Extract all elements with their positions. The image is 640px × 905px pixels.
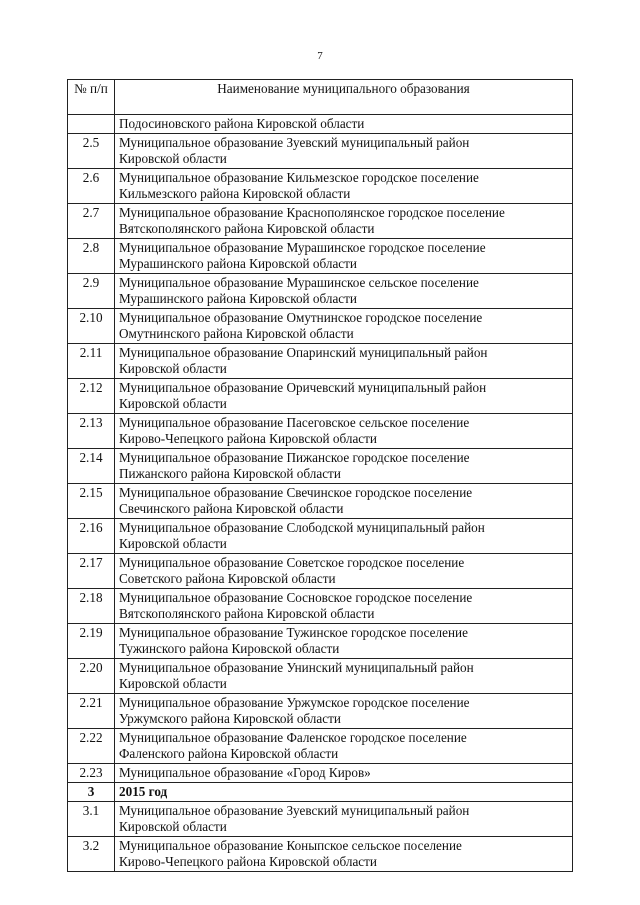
row-name <box>115 624 573 659</box>
row-name <box>115 729 573 764</box>
row-number: 2.20 <box>68 659 115 694</box>
table-row <box>68 204 573 239</box>
table-row <box>68 309 573 344</box>
header-name: Наименование муниципального образования <box>115 80 573 115</box>
row-name <box>115 169 573 204</box>
name-line: Муниципальное образование Фаленское городское поселение <box>119 730 467 745</box>
row-number: 2.6 <box>68 169 115 204</box>
name-line: Муниципальное образование Пижанское городское поселение <box>119 450 470 465</box>
table-row <box>68 764 573 783</box>
row-name <box>115 764 573 783</box>
row-name <box>115 309 573 344</box>
name-line: Муниципальное образование Слободской муниципальный район <box>119 520 485 535</box>
row-number: 2.23 <box>68 764 115 783</box>
table-row <box>68 554 573 589</box>
table-row <box>68 519 573 554</box>
row-name <box>115 134 573 169</box>
table-row <box>68 115 573 134</box>
name-line: Подосиновского района Кировской области <box>119 116 365 131</box>
row-name <box>115 449 573 484</box>
name-line: Кировской области <box>119 360 227 376</box>
name-line: Муниципальное образование Советское городское поселение <box>119 555 465 570</box>
table-row <box>68 449 573 484</box>
name-line: Муниципальное образование Зуевский муниципальный район <box>119 135 470 150</box>
name-line: Муниципальное образование «Город Киров» <box>119 765 371 780</box>
name-line: Муниципальное образование Зуевский муниципальный район <box>119 803 470 818</box>
name-line: Кирово-Чепецкого района Кировской области <box>119 853 377 869</box>
name-line: Муниципальное образование Коныпское сельское поселение <box>119 838 462 853</box>
name-line: Уржумского района Кировской области <box>119 710 341 726</box>
table-row <box>68 837 573 872</box>
row-number: 3 <box>68 783 115 802</box>
name-line: Советского района Кировской области <box>119 570 336 586</box>
name-line: Муниципальное образование Тужинское городское поселение <box>119 625 468 640</box>
name-line: Муниципальное образование Уржумское городское поселение <box>119 695 470 710</box>
row-name <box>115 204 573 239</box>
name-line: Кировской области <box>119 818 227 834</box>
name-line: Мурашинского района Кировской области <box>119 255 357 271</box>
name-line: Муниципальное образование Омутнинское городское поселение <box>119 310 483 325</box>
table-row <box>68 274 573 309</box>
row-name <box>115 344 573 379</box>
table-row <box>68 589 573 624</box>
row-number: 2.11 <box>68 344 115 379</box>
row-name <box>115 274 573 309</box>
row-number: 2.19 <box>68 624 115 659</box>
table-row <box>68 414 573 449</box>
row-name <box>115 554 573 589</box>
page-number: 7 <box>317 50 323 62</box>
table-row <box>68 484 573 519</box>
row-number: 2.7 <box>68 204 115 239</box>
municipalities-table <box>67 79 573 872</box>
table-row <box>68 659 573 694</box>
name-line: Муниципальное образование Мурашинское городское поселение <box>119 240 486 255</box>
name-line: Вятскополянского района Кировской области <box>119 605 375 621</box>
row-number: 2.14 <box>68 449 115 484</box>
row-number: 2.12 <box>68 379 115 414</box>
name-line: Муниципальное образование Свечинское городское поселение <box>119 485 473 500</box>
name-line: Муниципальное образование Пасеговское сельское поселение <box>119 415 470 430</box>
table-row <box>68 783 573 802</box>
row-name <box>115 659 573 694</box>
table-row <box>68 379 573 414</box>
name-line: Муниципальное образование Кильмезское городское поселение <box>119 170 479 185</box>
table-row <box>68 802 573 837</box>
name-line: Муниципальное образование Оричевский муниципальный район <box>119 380 487 395</box>
name-line: Муниципальное образование Краснополянское городское поселение <box>119 205 505 220</box>
row-number: 2.18 <box>68 589 115 624</box>
row-name <box>115 239 573 274</box>
row-number: 2.16 <box>68 519 115 554</box>
table-header-row <box>68 80 573 115</box>
name-line: Кильмезского района Кировской области <box>119 185 351 201</box>
table-row <box>68 169 573 204</box>
row-number: 2.22 <box>68 729 115 764</box>
name-line: Вятскополянского района Кировской области <box>119 220 375 236</box>
row-number: 2.15 <box>68 484 115 519</box>
row-number: 2.21 <box>68 694 115 729</box>
table-row <box>68 694 573 729</box>
name-line: Фаленского района Кировской области <box>119 745 339 761</box>
row-name <box>115 115 573 134</box>
header-num: № п/п <box>68 80 115 115</box>
name-line: Мурашинского района Кировской области <box>119 290 357 306</box>
name-line: Свечинского района Кировской области <box>119 500 344 516</box>
name-line: Муниципальное образование Сосновское городское поселение <box>119 590 473 605</box>
name-line: 2015 год <box>119 784 168 799</box>
row-name <box>115 802 573 837</box>
row-number: 2.8 <box>68 239 115 274</box>
name-line: Кировской области <box>119 535 227 551</box>
row-name <box>115 783 573 802</box>
row-number: 2.5 <box>68 134 115 169</box>
name-line: Пижанского района Кировской области <box>119 465 341 481</box>
name-line: Кировской области <box>119 150 227 166</box>
name-line: Омутнинского района Кировской области <box>119 325 354 341</box>
table-row <box>68 624 573 659</box>
row-name <box>115 837 573 872</box>
row-number: 3.1 <box>68 802 115 837</box>
table-row <box>68 239 573 274</box>
table-body <box>68 115 573 872</box>
row-name <box>115 379 573 414</box>
name-line: Муниципальное образование Мурашинское сельское поселение <box>119 275 479 290</box>
table-row <box>68 729 573 764</box>
row-name <box>115 414 573 449</box>
row-number <box>68 115 115 134</box>
name-line: Муниципальное образование Унинский муниципальный район <box>119 660 474 675</box>
name-line: Тужинского района Кировской области <box>119 640 340 656</box>
row-number: 2.10 <box>68 309 115 344</box>
row-number: 3.2 <box>68 837 115 872</box>
row-number: 2.17 <box>68 554 115 589</box>
name-line: Кировской области <box>119 675 227 691</box>
table-row <box>68 134 573 169</box>
row-number: 2.9 <box>68 274 115 309</box>
table-row <box>68 344 573 379</box>
name-line: Кировской области <box>119 395 227 411</box>
row-number: 2.13 <box>68 414 115 449</box>
name-line: Кирово-Чепецкого района Кировской области <box>119 430 377 446</box>
row-name <box>115 484 573 519</box>
row-name <box>115 519 573 554</box>
row-name <box>115 694 573 729</box>
name-line: Муниципальное образование Опаринский муниципальный район <box>119 345 488 360</box>
row-name <box>115 589 573 624</box>
